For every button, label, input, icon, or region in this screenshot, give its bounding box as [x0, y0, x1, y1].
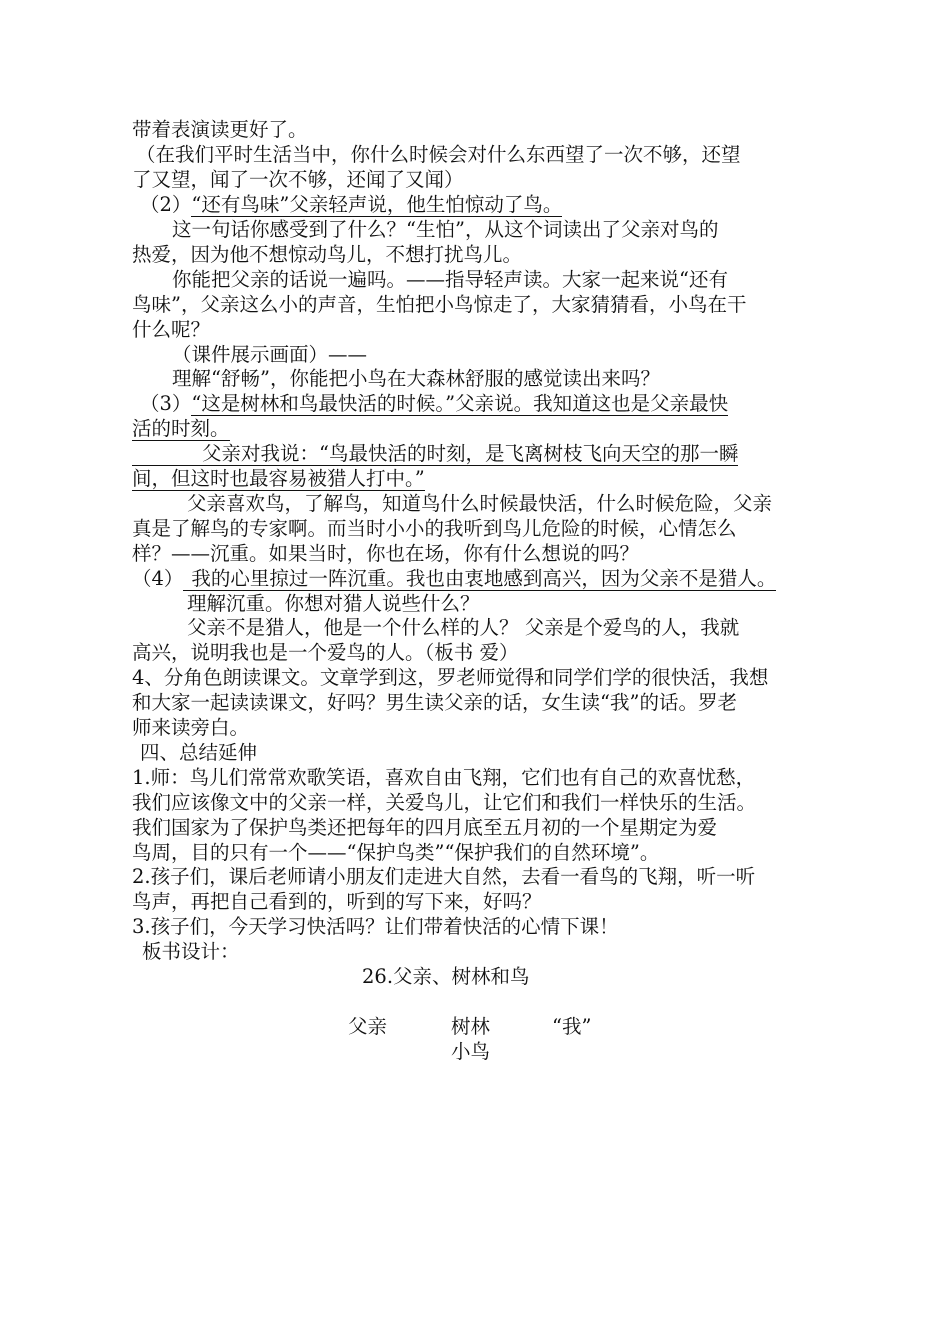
text-line: 样？——沉重。如果当时，你也在场，你有什么想说的吗？: [132, 542, 640, 565]
text-line: [140, 192, 562, 218]
text-line: 父亲喜欢鸟，了解鸟，知道鸟什么时候最快活，什么时候危险，父亲: [187, 492, 773, 515]
text-line: 什么呢？: [132, 318, 211, 341]
item-number: （3）: [140, 392, 192, 415]
text-line: 鸟声，再把自己看到的，听到的写下来，好吗？: [132, 890, 542, 913]
text-line: 理解“舒畅”，你能把小鸟在大森林舒服的感觉读出来吗？: [172, 367, 660, 390]
text-line: 鸟味”，父亲这么小的声音，生怕把小鸟惊走了，大家猜猜看，小鸟在干: [132, 293, 747, 316]
item-number: （4）: [132, 567, 184, 590]
text-line: 这一句话你感受到了什么？“生怕”，从这个词读出了父亲对鸟的: [172, 218, 719, 241]
text-line: 带着表演读更好了。: [132, 118, 308, 141]
text-line: 我们国家为了保护鸟类还把每年的四月底至五月初的一个星期定为爱: [132, 816, 718, 839]
text-line: 和大家一起读读课文，好吗？男生读父亲的话，女生读“我”的话。罗老: [132, 691, 737, 714]
board-me: “我”: [552, 1015, 592, 1038]
board-father: 父亲: [348, 1015, 388, 1038]
section-heading: 四、总结延伸: [140, 741, 258, 764]
board-title: 26.父亲、树林和鸟: [362, 965, 530, 988]
underlined-quote: “这是树林和鸟最快活的时候。”父亲说。我知道这也是父亲最快: [191, 392, 729, 415]
text-line: 真是了解鸟的专家啊。而当时小小的我听到鸟儿危险的时候，心情怎么: [132, 517, 737, 540]
underlined-quote: 我的心里掠过一阵沉重。我也由衷地感到高兴，因为父亲不是猎人。: [183, 567, 776, 591]
text-line: [132, 566, 776, 592]
text-line: [140, 391, 728, 417]
text-line: 父亲不是猎人，他是一个什么样的人？ 父亲是个爱鸟的人，我就: [187, 616, 740, 639]
board-bird: 小鸟: [451, 1040, 491, 1063]
text-line: 理解沉重。你想对猎人说些什么？: [187, 592, 480, 615]
text-line: 高兴，说明我也是一个爱鸟的人。（板书 爱）: [132, 641, 519, 664]
underlined-quote: “还有鸟味”父亲轻声说，他生怕惊动了鸟。: [191, 193, 563, 216]
text-line: 鸟周，目的只有一个——“保护鸟类”“保护我们的自然环境”。: [132, 841, 660, 864]
underlined-quote: 间，但这时也最容易被猎人打中。”: [132, 467, 425, 490]
text-line: [132, 466, 425, 492]
text-line: 我们应该像文中的父亲一样，关爱鸟儿，让它们和我们一样快乐的生活。: [132, 791, 757, 814]
text-line: （在我们平时生活当中，你什么时候会对什么东西望了一次不够，还望: [136, 143, 741, 166]
text-line: 1.师：鸟儿们常常欢歌笑语，喜欢自由飞翔，它们也有自己的欢喜忧愁，: [132, 766, 756, 789]
text-line: [132, 441, 738, 467]
text-line: 师来读旁白。: [132, 716, 250, 739]
text-line: [132, 416, 230, 442]
board-design-label: 板书设计：: [142, 940, 240, 963]
item-number: （2）: [140, 193, 192, 216]
text-line: 了又望，闻了一次不够，还闻了又闻）: [132, 168, 464, 191]
text-line: 你能把父亲的话说一遍吗。——指导轻声读。大家一起来说“还有: [172, 268, 728, 291]
text-line: 热爱，因为他不想惊动鸟儿，不想打扰鸟儿。: [132, 243, 523, 266]
text-line: （课件展示画面）——: [172, 343, 368, 366]
board-forest: 树林: [451, 1015, 491, 1038]
text-line: 3.孩子们，今天学习快活吗？让们带着快活的心情下课！: [132, 915, 619, 938]
underlined-quote: 活的时刻。: [132, 417, 230, 440]
text-line: 4、分角色朗读课文。文章学到这，罗老师觉得和同学们学的很快活，我想: [132, 666, 769, 689]
underlined-quote: 父亲对我说：“鸟最快活的时刻，是飞离树枝飞向天空的那一瞬: [132, 442, 738, 466]
text-line: 2.孩子们，课后老师请小朋友们走进大自然，去看一看鸟的飞翔，听一听: [132, 865, 756, 888]
